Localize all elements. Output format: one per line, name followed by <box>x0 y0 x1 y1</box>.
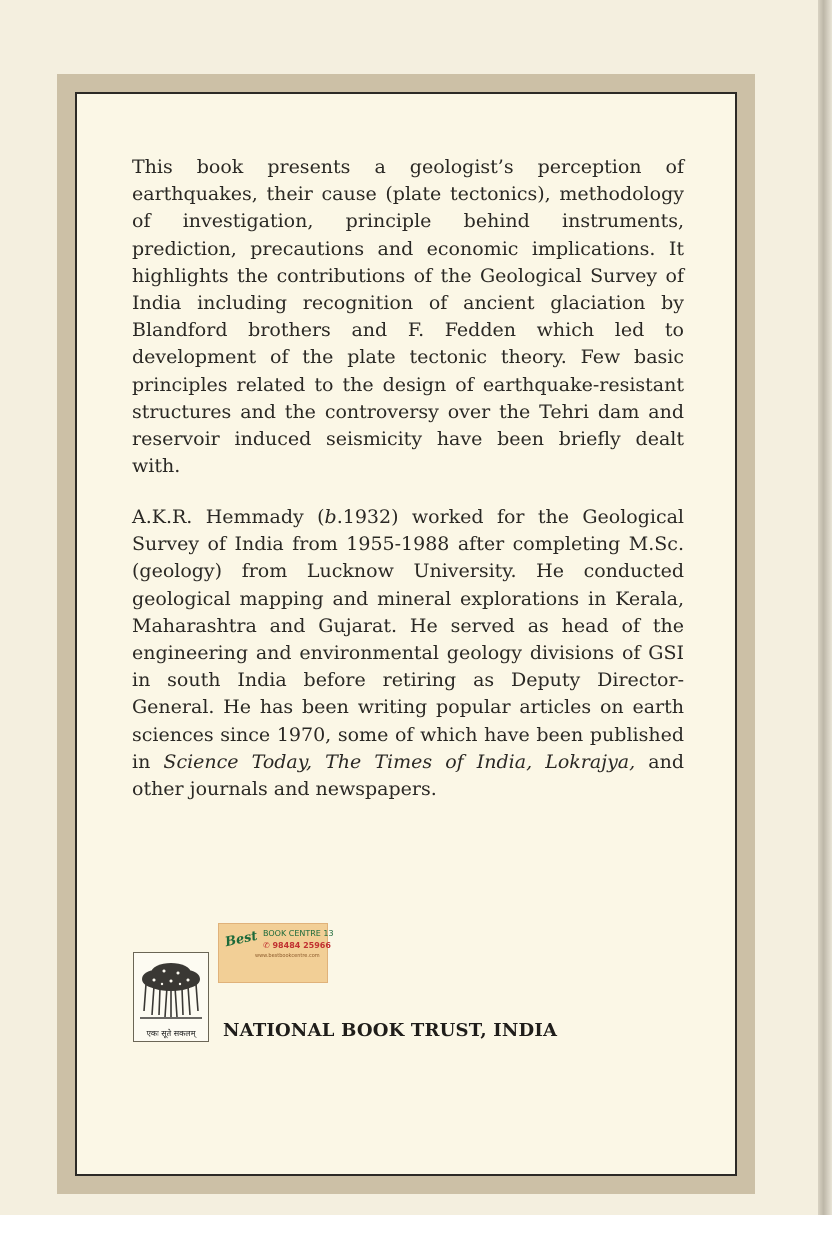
sticker-website: www.bestbookcentre.com <box>255 953 320 959</box>
sticker-phone: ✆ 98484 25966 <box>263 941 331 950</box>
bio-publications: Science Today, The Times of India, Lokrajya, <box>163 750 636 773</box>
sticker-brand: Best <box>223 928 259 951</box>
banyan-tree-icon <box>134 953 208 1025</box>
author-bio <box>132 504 684 803</box>
page-edge <box>818 0 832 1215</box>
publisher-logo <box>133 952 209 1042</box>
book-blurb: This book presents a geologist’s perception of earthquakes, their cause (plate tectonics), methodology of investigation, principle behind instruments, prediction, precautions and economic implications. It highlights the contributions of the Geological Survey of India including recognition of ancient glaciation by Blandford brothers and F. Fedden which led to development of the plate tectonic theory. Few basic principles related to the design of earthquake-resistant structures and the controversy over the Tehri dam and reservoir induced seismicity have been briefly dealt with. <box>132 156 684 478</box>
publisher-name: NATIONAL BOOK TRUST, INDIA <box>223 1020 558 1041</box>
bio-text-1: A.K.R. Hemmady ( <box>132 506 325 528</box>
bookshop-sticker <box>218 923 334 983</box>
bio-text-3: and other journals and newspapers. <box>132 750 684 801</box>
logo-motto: एकः सूते सकलम् <box>146 1029 196 1038</box>
sticker-number: 13 <box>323 929 334 938</box>
bio-text-2: .1932) worked for the Geological Survey of India from 1955-1988 after completing M.Sc. (geology) from Lucknow University. He conducted geological mapping and mineral explorations in Kerala, Maharashtra and Gujarat. He served as head of the engineering and environmental geology divisions of GSI in south India before retiring as Deputy Director-General. He has been writing popular articles on earth sciences since 1970, some of which have been published in <box>132 506 684 773</box>
sticker-shop-name <box>263 929 334 938</box>
sticker-name-text: BOOK CENTRE <box>263 929 321 938</box>
bio-birth-abbrev: b <box>324 506 337 528</box>
